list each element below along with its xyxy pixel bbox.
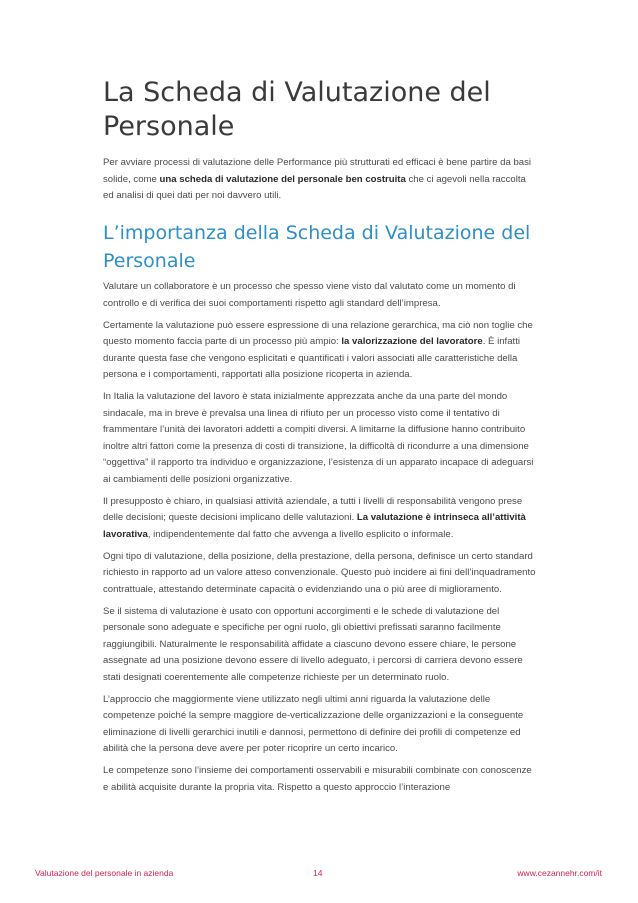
paragraph-1: Valutare un collaboratore è un processo che spesso viene visto dal valutato come un momento di controllo e di verifica dei suoi comportamenti rispetto agli standard dell’impresa. — [103, 281, 516, 309]
paragraph-4-bold: La valutazione è intrinseca all’attività lavorativa — [103, 512, 526, 540]
intro-bold-text: una scheda di valutazione del personale ben costruita — [159, 173, 406, 185]
paragraph-3: In Italia la valutazione del lavoro è stata inizialmente apprezzata anche da una parte del mondo sindacale, ma in breve è prevalsa una linea di rifiuto per un processo visto come il tentativo di frammentare l’unità dei lavoratori addetti a compiti diversi. A limitarne la diffusione hanno contribuito inoltre altri fattori come la presenza di costi di transizione, la difficoltà di ricondurre a una dimensione “oggettiva” il rapporto tra individuo e organizzazione, l’esistenza di un apparato incapace di adeguarsi ai cambiamenti delle posizioni organizzative. — [103, 391, 534, 485]
intro-paragraph — [103, 155, 533, 205]
body-text — [103, 279, 538, 802]
paragraph-4-start: Il presupposto è chiaro, in qualsiasi attività aziendale, a tutti i livelli di responsabilità vengono prese delle decisioni; queste decisioni implicano delle valutazioni. — [103, 495, 523, 523]
paragraph-8: Le competenze sono l’insieme dei comportamenti osservabili e misurabili combinate con conoscenze e abilità acquisite durante la propria vita. Rispetto a questo approccio l’interazione — [103, 765, 532, 793]
paragraph-2-bold: la valorizzazione del lavoratore — [341, 336, 483, 347]
paragraph-2-end: . È infatti durante questa fase che vengono esplicitati e quantificati i valori associati alle caratteristiche della persona e i comportamenti, rapportati alla posizione ricoperta in azienda. — [103, 336, 521, 380]
paragraph-4 — [103, 494, 538, 544]
paragraph-4-end: , indipendentemente dal fatto che avvenga a livello esplicito o informale. — [147, 528, 454, 540]
footer-website-link[interactable]: www.cezannehr.com/it — [517, 868, 602, 878]
section-heading: L’importanza della Scheda di Valutazione del Personale — [103, 222, 531, 272]
paragraph-2-start: Certamente la valutazione può essere espressione di una relazione gerarchica, ma ciò non toglie che questo momento faccia parte di un processo più ampio: — [103, 319, 533, 347]
paragraph-7: L’approccio che maggiormente viene utilizzato negli ultimi anni riguarda la valutazione delle competenze poiché la sempre maggiore de-verticalizzazione delle organizzazioni e la conseguente eliminazione di livelli gerarchici inutili e dannosi, permettono di definire dei profili di competenze ed abilità che la persona deve avere per poter ricoprire un certo incarico. — [103, 693, 524, 754]
paragraph-2 — [103, 318, 538, 384]
footer-document-title: Valutazione del personale in azienda — [35, 868, 174, 878]
footer-page-number: 14 — [313, 868, 323, 878]
intro-text-start: Per avviare processi di valutazione delle Performance più strutturati ed efficaci è bene partire da basi solide, come — [103, 157, 532, 185]
intro-text-end: che ci agevoli nella raccolta ed analisi di quei dati per noi davvero utili. — [103, 173, 526, 201]
paragraph-6: Se il sistema di valutazione è usato con opportuni accorgimenti e le schede di valutazione del personale sono adeguate e specifiche per ogni ruolo, gli obiettivi prefissati saranno facilmente raggiungibili. Naturalmente le responsabilità affidate a ciascuno devono essere chiare, le persone assegnate ad una posizione devono essere di livello adeguato, i percorsi di carriera devono essere stati designati coerentemente alle competenze richieste per un determinato ruolo. — [103, 605, 523, 683]
page-title: La Scheda di Valutazione del Personale — [103, 77, 491, 142]
paragraph-5: Ogni tipo di valutazione, della posizione, della prestazione, della persona, definisce un certo standard richiesto in rapporto ad un valore atteso convenzionale. Questo può incidere ai fini dell’inquadramento contrattuale, attestando determinate capacità o evidenziando una o più aree di miglioramento. — [103, 550, 536, 595]
